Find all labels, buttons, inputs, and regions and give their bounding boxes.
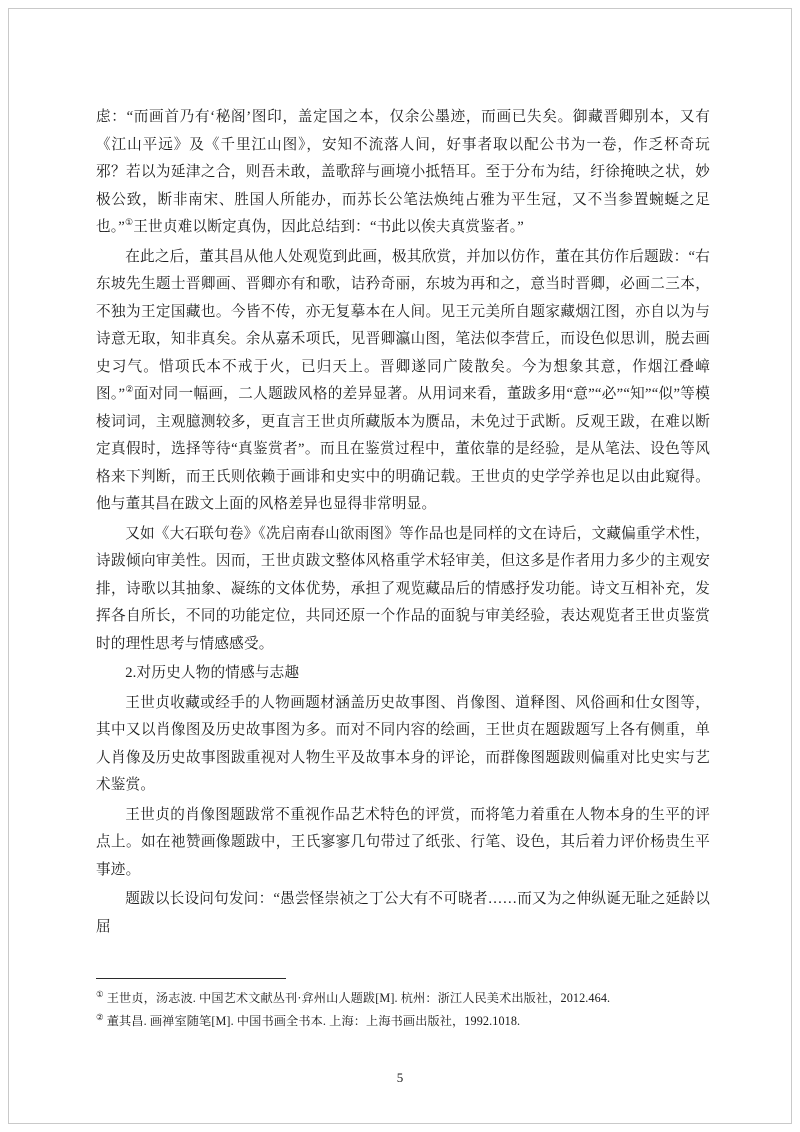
paragraph-6: 王世贞的肖像图题跋常不重视作品艺术特色的评赏，而将笔力着重在人物本身的生平的评点上。如在祂赞画像题跋中，王氏寥寥几句带过了纸张、行笔、设色，其后着力评价杨贵生平事迹。	[96, 806, 710, 878]
paragraph-3: 又如《大石联句卷》《冼启南春山欲雨图》等作品也是同样的文在诗后，文藏偏重学术性，诗跋倾向审美性。因而，王世贞跋文整体风格重学术轻审美，但这多是作者用力多少的主观安排，诗歌以其抽象、凝练的文体优势，承担了观览藏品后的情感抒发功能。诗文互相补充，发挥各自所长，不同的功能定位，共同还原一个作品的面貌与审美经验，表达观览者王世贞鉴赏时的理性思考与情感感受。	[96, 525, 710, 652]
paragraph-1-text: 虑：“而画首乃有‘秘阁’图印，盖定国之本，仅余公墨迹，而画已失矣。御藏晋卿别本，又有《江山平远》及《千里江山图》，安知不流落人间，好事者取以配公书为一卷，作乏杯奇玩邪？若以为延津之合，则吾未敢，盖歌辞与画境小抵牾耳。至于分布为结，纡徐掩映之状，妙极公致，断非南宋、胜国人所能办，而苏长公笔法焕纯占雅为平生冠，又不当参置蜿蜒之足也。”	[96, 109, 710, 235]
paragraph-2-text: 在此之后，董其昌从他人处观览到此画，极其欣赏，并加以仿作，董在其仿作后题跋：“右东坡先生题士晋卿画、晋卿亦有和歌，诘矜奇丽，东坡为再和之，意当时晋卿，必画二三本，不独为王定国藏也。今皆不传，亦无复摹本在人间。见王元美所自题家藏烟江图，亦自以为与诗意无取，知非真矣。余从嘉禾项氏，见晋卿瀛山图，笔法似李营丘，而设色似思训，脱去画史习气。惜项氏本不戒于火，已归天上。晋卿遂同广陵散矣。今为想象其意，作烟江叠嶂图。”	[96, 248, 710, 402]
paragraph-7: 题跋以长设问句发问：“愚尝怪崇祯之丁公大有不可晓者……而又为之伸纵诞无耻之延龄以屈	[96, 891, 710, 935]
paragraph-1-tail: 王世贞难以断定真伪，因此总结到：“书此以俟夫真赏鉴者。”	[133, 219, 524, 235]
footnote-ref-2: ②	[125, 384, 134, 395]
paragraph-2-tail: 面对同一幅画，二人题跋风格的差异显著。从用词来看，董跋多用“意”“必”“知”“似”等模棱词词，主观臆测较多，更直言王世贞所藏版本为赝品，未免过于武断。反观王跋，在难以断定真假时，选择等待“真鉴赏者”。而且在鉴赏过程中，董依靠的是经验，是从笔法、设色等风格来下判断，而王氏则依赖于画诽和史实中的明确记载。王世贞的史学学养也足以由此窥得。他与董其昌在跋文上面的风格差异也显得非常明显。	[96, 386, 710, 512]
paragraph-2	[96, 244, 710, 519]
paragraph-1	[96, 104, 710, 242]
footnote-area	[96, 988, 710, 1034]
footnote-separator	[96, 978, 286, 979]
footnote-2-text: 董其昌. 画禅室随笔[M]. 中国书画全书本. 上海：上海书画出版社，1992.1018.	[106, 1014, 521, 1028]
page-content	[96, 104, 710, 943]
footnote-1-text: 王世贞，汤志波. 中国艺术文献丛刊·弇州山人题跋[M]. 杭州：浙江人民美术出版社，2012.464.	[106, 991, 611, 1005]
footnote-2-mark: ②	[96, 1011, 104, 1022]
page-number: 5	[396, 1070, 404, 1085]
footnote-1	[96, 988, 710, 1008]
footnote-1-mark: ①	[96, 988, 104, 999]
footnote-ref-1: ①	[124, 217, 134, 228]
footnote-2	[96, 1011, 710, 1031]
section-heading-historical-figures: 2.对历史人物的情感与志趣	[125, 665, 300, 681]
paragraph-5: 王世贞收藏或经手的人物画题材涵盖历史故事图、肖像图、道释图、风俗画和仕女图等，其中又以肖像图及历史故事图为多。而对不同内容的绘画，王世贞在题跋题写上各有侧重，单人肖像及历史故事图跋重视对人物生平及故事本身的评论，而群像图题跋则偏重对比史实与艺术鉴赏。	[96, 694, 710, 793]
